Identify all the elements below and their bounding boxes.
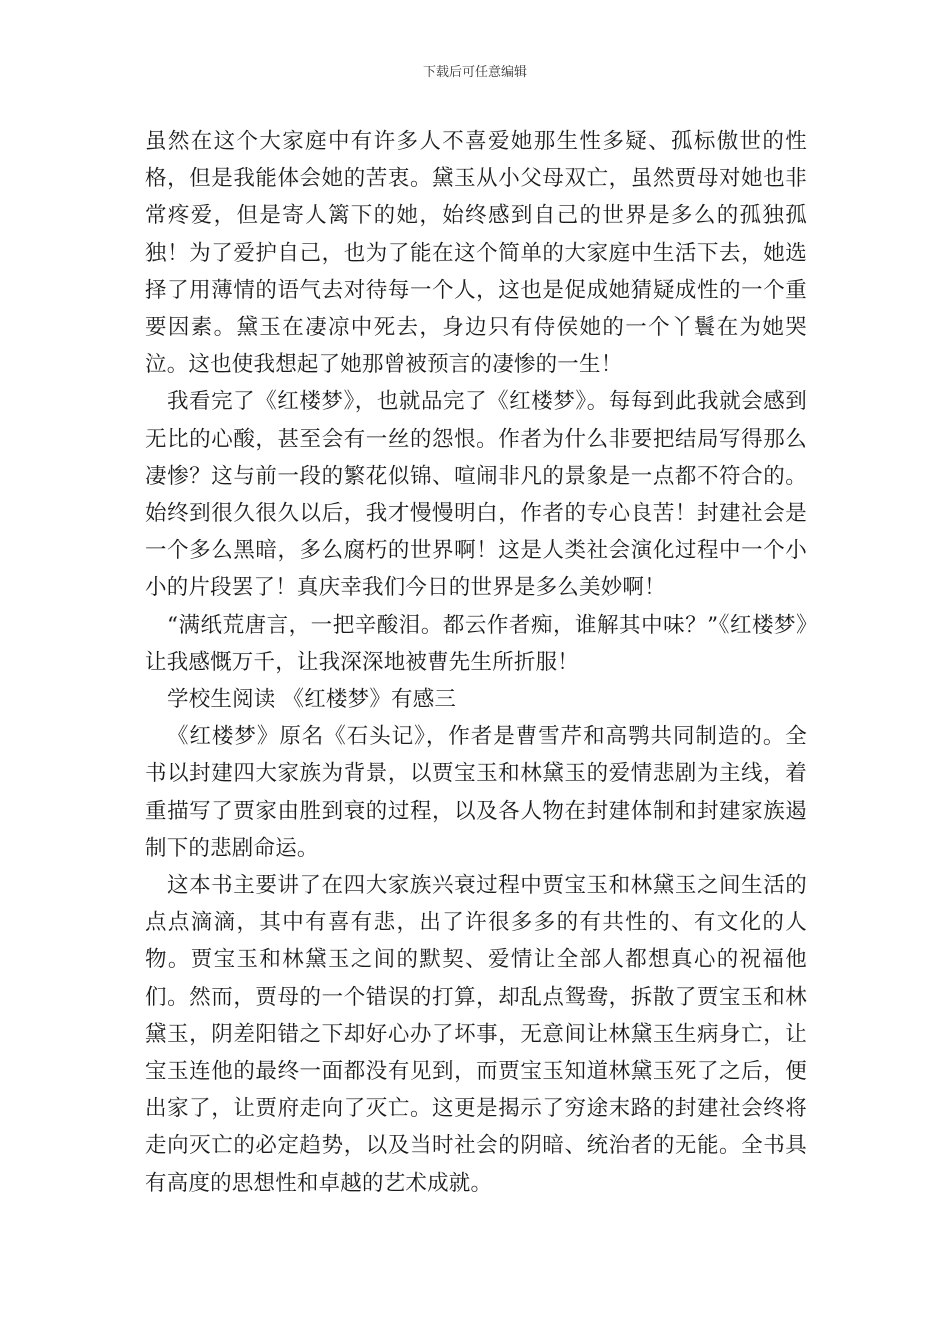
paragraph-continuation: 虽然在这个大家庭中有许多人不喜爱她那生性多疑、孤标傲世的性格，但是我能体会她的苦衷。黛玉从小父母双亡，虽然贾母对她也非常疼爱，但是寄人篱下的她，始终感到自己的世界是多么的孤独孤独！为了爱护自己，也为了能在这个简单的大家庭中生活下去，她选择了用薄情的语气去对待每一个人，这也是促成她猜疑成性的一个重要因素。黛玉在凄凉中死去，身边只有侍侯她的一个丫鬟在为她哭泣。这也使我想起了她那曾被预言的凄惨的一生！ (145, 129, 807, 378)
document-body (145, 123, 807, 1202)
section-heading: 学校生阅读 《红楼梦》有感三 (167, 687, 457, 713)
paragraph: 这本书主要讲了在四大家族兴衰过程中贾宝玉和林黛玉之间生活的点点滴滴，其中有喜有悲，出了许很多多的有共性的、有文化的人物。贾宝玉和林黛玉之间的默契、爱情让全部人都想真心的祝福他们。然而，贾母的一个错误的打算，却乱点鸳鸯，拆散了贾宝玉和林黛玉，阴差阳错之下却好心办了坏事，无意间让林黛玉生病身亡，让宝玉连他的最终一面都没有见到，而贾宝玉知道林黛玉死了之后，便出家了，让贾府走向了灭亡。这更是揭示了穷途末路的封建社会终将走向灭亡的必定趋势，以及当时社会的阴暗、统治者的无能。全书具有高度的思想性和卓越的艺术成就。 (145, 873, 807, 1196)
page-header-note: 下载后可任意编辑 (422, 65, 527, 80)
paragraph: 我看完了《红楼梦》，也就品完了《红楼梦》。每每到此我就会感到无比的心酸，甚至会有一丝的怨恨。作者为什么非要把结局写得那么凄惨？这与前一段的繁花似锦、喧闹非凡的景象是一点都不符合的。始终到很久很久以后，我才慢慢明白，作者的专心良苦！封建社会是一个多么黑暗，多么腐朽的世界啊！这是人类社会演化过程中一个小小的片段罢了！真庆幸我们今日的世界是多么美妙啊！ (145, 389, 807, 601)
paragraph: 《红楼梦》原名《石头记》，作者是曹雪芹和高鹗共同制造的。全书以封建四大家族为背景，以贾宝玉和林黛玉的爱情悲剧为主线，着重描写了贾家由胜到衰的过程，以及各人物在封建体制和封建家族遏制下的悲剧命运。 (145, 724, 807, 861)
paragraph-quote: “满纸荒唐言，一把辛酸泪。都云作者痴，谁解其中味？”《红楼梦》让我感慨万千，让我深深地被曹先生所折服！ (145, 612, 807, 675)
